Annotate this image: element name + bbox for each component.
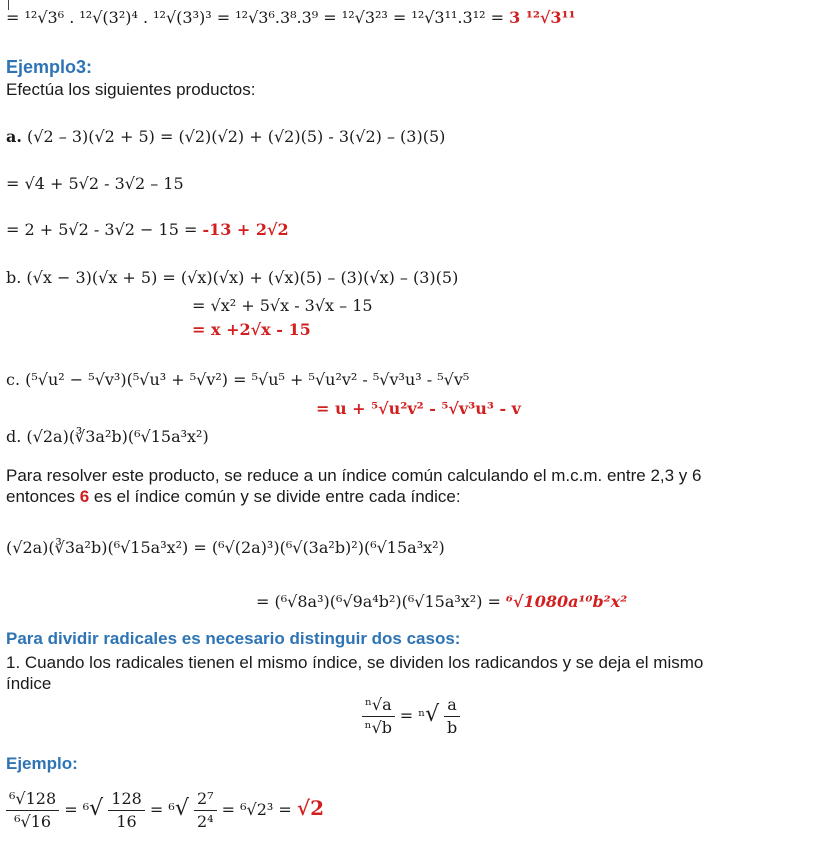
- division-formula: [362, 694, 460, 739]
- common-index: 6: [79, 487, 90, 506]
- part-a-step: = 2 + 5√2 - 3√2 − 15 =: [6, 220, 203, 239]
- radical-sign-icon: √: [89, 796, 104, 821]
- explanation-text-b: es el índice común y se divide entre cada índice:: [89, 487, 461, 506]
- example-fraction-2: [108, 788, 145, 833]
- example-power-numerator: 2⁷: [194, 788, 217, 811]
- example-equals-1: = ⁶: [64, 800, 90, 819]
- example-radicand-denominator: 16: [116, 812, 137, 831]
- part-c-line-1: c. (⁵√u² − ⁵√v³)(⁵√u³ + ⁵√v²) = ⁵√u⁵ + ⁵√u²v² - ⁵√v³u³ - ⁵√v⁵: [6, 370, 470, 389]
- instruction-text: Efectúa los siguientes productos:: [6, 80, 256, 99]
- part-a-line-1: [6, 127, 445, 146]
- part-b-line-1: b. (√x − 3)(√x + 5) = (√x)(√x) + (√x)(5) – (3)(√x) – (3)(5): [6, 268, 459, 287]
- rule-1-line-2: índice: [6, 674, 52, 693]
- radical-sign-icon: √: [425, 702, 440, 727]
- formula-radicand-numerator: a: [444, 694, 460, 717]
- formula-right-fraction: [444, 694, 460, 739]
- part-d-step: = (⁶√8a³)(⁶√9a⁴b²)(⁶√15a³x²) =: [256, 592, 507, 611]
- part-c-result: = u + ⁵√u²v² - ⁵√v³u³ - v: [316, 399, 521, 418]
- formula-denominator: ⁿ√b: [364, 718, 392, 737]
- formula-equals: = ⁿ: [399, 706, 426, 725]
- ejemplo3-heading: Ejemplo3:: [6, 57, 93, 77]
- divide-heading: Para dividir radicales es necesario distinguir dos casos:: [6, 629, 461, 648]
- example-denominator: ⁶√16: [14, 812, 52, 831]
- part-a-expression: (√2 – 3)(√2 + 5) = (√2)(√2) + (√2)(5) - 3(√2) – (3)(5): [27, 127, 446, 146]
- rule-1-line-1: 1. Cuando los radicales tienen el mismo índice, se dividen los radicandos y se deja el mismo: [6, 653, 704, 672]
- part-b-line-2: = √x² + 5√x - 3√x – 15: [192, 296, 373, 315]
- example-left-fraction: [6, 788, 59, 833]
- example-radicand-numerator: 128: [108, 788, 145, 811]
- equation-line-0: [6, 8, 576, 27]
- example-equals-2: = ⁶: [149, 800, 175, 819]
- part-d-line-3: [256, 592, 627, 611]
- example-result: √2: [296, 796, 324, 820]
- explanation-line-1: Para resolver este producto, se reduce a un índice común calculando el m.c.m. entre 2,3 y 6: [6, 466, 702, 485]
- example-fraction-3: [194, 788, 217, 833]
- formula-radicand-denominator: b: [446, 718, 458, 737]
- part-a-label: a.: [6, 127, 22, 146]
- part-a-result: -13 + 2√2: [202, 220, 289, 239]
- part-a-line-3: [6, 220, 289, 239]
- formula-numerator: ⁿ√a: [362, 694, 395, 717]
- example-power-denominator: 2⁴: [196, 812, 214, 831]
- example-division: [6, 788, 324, 833]
- explanation-text-a: entonces: [6, 487, 80, 506]
- part-a-line-2: = √4 + 5√2 - 3√2 – 15: [6, 174, 184, 193]
- formula-left-fraction: [362, 694, 395, 739]
- radical-sign-icon: √: [174, 796, 189, 821]
- part-d-line-2: (√2a)(∛3a²b)(⁶√15a³x²) = (⁶√(2a)³)(⁶√(3a²b)²)(⁶√15a³x²): [6, 538, 445, 557]
- example-equals-3: = ⁶√2³ =: [221, 800, 297, 819]
- explanation-paragraph: [6, 465, 826, 507]
- ejemplo-heading: Ejemplo:: [6, 754, 78, 773]
- equation-result: 3 ¹²√3¹¹: [509, 8, 576, 27]
- rule-1: [6, 652, 826, 694]
- part-d-line-1: d. (√2a)(∛3a²b)(⁶√15a³x²): [6, 427, 209, 446]
- explanation-line-2: [6, 486, 826, 507]
- equation-text: = ¹²√3⁶ . ¹²√(3²)⁴ . ¹²√(3³)³ = ¹²√3⁶.3⁸.3⁹ = ¹²√3²³ = ¹²√3¹¹.3¹² =: [6, 8, 510, 27]
- part-d-result: ⁶√1080a¹⁰b²x²: [506, 592, 628, 611]
- part-b-result: = x +2√x - 15: [192, 320, 311, 339]
- example-numerator: ⁶√128: [6, 788, 59, 811]
